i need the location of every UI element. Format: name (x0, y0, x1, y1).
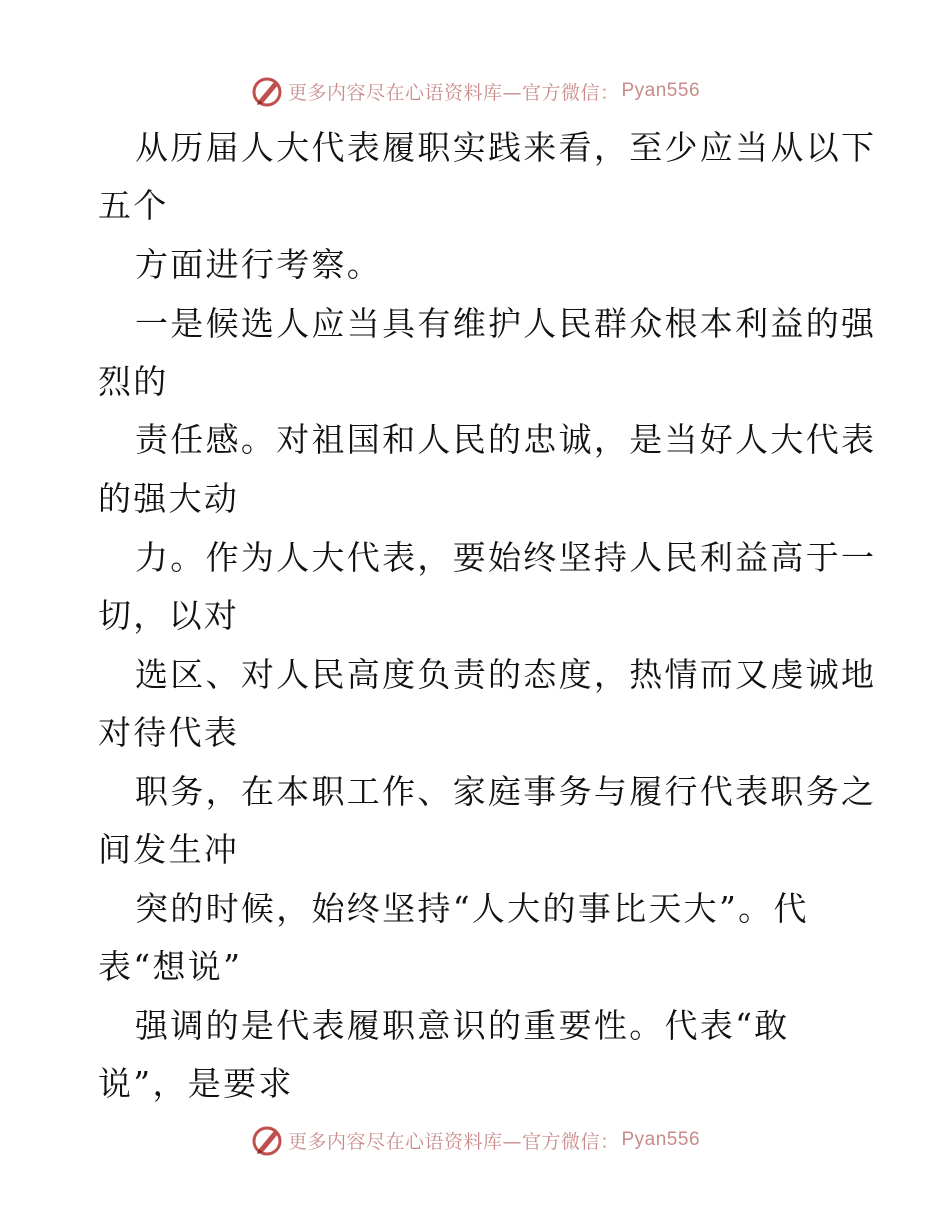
watermark-wechat-id: Pyan556 (621, 1129, 701, 1150)
text-line: 的强大动 (98, 479, 240, 518)
text-line: 一是候选人应当具有维护人民群众根本利益的强 (135, 304, 877, 343)
pen-logo-icon (250, 74, 284, 108)
text-line: 职务，在本职工作、家庭事务与履行代表职务之 (135, 772, 877, 811)
text-line: 突的时候，始终坚持“人大的事比天大”。代 (135, 889, 809, 928)
text-line: 说”，是要求 (98, 1064, 294, 1103)
text-line: 表“想说” (98, 947, 243, 986)
text-line: 选区、对人民高度负责的态度，热情而又虔诚地 (135, 655, 877, 694)
text-line: 责任感。对祖国和人民的忠诚，是当好人大代表 (135, 420, 877, 459)
text-line: 力。作为人大代表，要始终坚持人民利益高于一 (135, 538, 877, 577)
watermark-text: 更多内容尽在心语资料库—官方微信： (287, 1130, 620, 1153)
watermark-text: 更多内容尽在心语资料库—官方微信： (287, 81, 620, 104)
header-watermark (0, 71, 950, 111)
text-line: 烈的 (98, 362, 169, 401)
watermark-wechat-id: Pyan556 (621, 80, 701, 101)
pen-logo-icon (250, 1123, 284, 1157)
footer-watermark (0, 1120, 950, 1160)
text-line: 从历届人大代表履职实践来看，至少应当从以下 (135, 128, 877, 167)
text-line: 强调的是代表履职意识的重要性。代表“敢 (135, 1006, 790, 1045)
text-line: 切，以对 (98, 596, 240, 635)
text-line: 间发生冲 (98, 830, 240, 869)
text-line: 五个 (98, 186, 169, 225)
text-line: 方面进行考察。 (135, 245, 383, 284)
text-line: 对待代表 (98, 713, 240, 752)
